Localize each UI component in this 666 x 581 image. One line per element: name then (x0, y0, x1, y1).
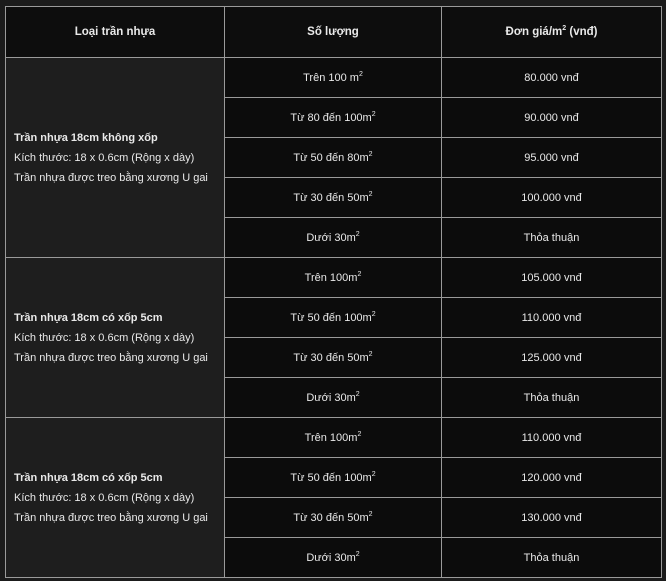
group-install: Trần nhựa được treo bằng xương U gai (14, 171, 208, 184)
header-type: Loại trần nhựa (6, 7, 225, 58)
group-name: Trần nhựa 18cm có xốp 5cm (14, 471, 163, 484)
quantity-sup: 2 (355, 390, 360, 398)
group-cell (6, 58, 225, 258)
quantity-sup: 2 (368, 510, 373, 518)
quantity-text: Dưới 30m (306, 551, 356, 564)
quantity-text: Trên 100m (304, 271, 358, 284)
group-cell (6, 258, 225, 418)
price-cell: Thỏa thuận (442, 218, 662, 258)
quantity-cell (225, 458, 442, 498)
quantity-sup: 2 (368, 190, 373, 198)
header-unit-price (442, 7, 662, 58)
group-size: Kích thước: 18 x 0.6cm (Rộng x dày) (14, 151, 195, 164)
quantity-text: Từ 50 đến 100m (290, 311, 372, 324)
quantity-text: Từ 50 đến 80m (293, 151, 369, 164)
quantity-text: Trên 100m (304, 431, 358, 444)
quantity-cell (225, 218, 442, 258)
price-cell: 100.000 vnđ (442, 178, 662, 218)
price-table (5, 6, 662, 578)
price-cell: 90.000 vnđ (442, 98, 662, 138)
price-cell: 110.000 vnđ (442, 298, 662, 338)
quantity-cell (225, 338, 442, 378)
quantity-cell (225, 138, 442, 178)
quantity-text: Từ 30 đến 50m (293, 191, 369, 204)
group-name: Trần nhựa 18cm không xốp (14, 131, 158, 144)
price-cell: 110.000 vnđ (442, 418, 662, 458)
quantity-cell (225, 538, 442, 578)
table-row (6, 58, 662, 98)
quantity-sup: 2 (371, 310, 376, 318)
group-install: Trần nhựa được treo bằng xương U gai (14, 511, 208, 524)
header-unit-price-label: Đơn giá/m (505, 26, 563, 38)
quantity-sup: 2 (371, 470, 376, 478)
group-cell (6, 418, 225, 578)
quantity-text: Dưới 30m (306, 391, 356, 404)
quantity-sup: 2 (357, 430, 362, 438)
quantity-cell (225, 378, 442, 418)
price-cell: 105.000 vnđ (442, 258, 662, 298)
quantity-cell (225, 498, 442, 538)
group-install: Trần nhựa được treo bằng xương U gai (14, 351, 208, 364)
quantity-cell (225, 298, 442, 338)
table-body (6, 58, 662, 578)
quantity-text: Từ 30 đến 50m (293, 511, 369, 524)
header-unit-price-sup: 2 (562, 25, 567, 32)
quantity-text: Từ 30 đến 50m (293, 351, 369, 364)
price-cell: Thỏa thuận (442, 538, 662, 578)
quantity-cell (225, 178, 442, 218)
quantity-text: Từ 80 đến 100m (290, 111, 372, 124)
quantity-sup: 2 (368, 350, 373, 358)
header-unit-price-unit: (vnđ) (566, 26, 598, 38)
header-row (6, 7, 662, 58)
table-header (6, 7, 662, 58)
group-size: Kích thước: 18 x 0.6cm (Rộng x dày) (14, 331, 195, 344)
quantity-sup: 2 (368, 150, 373, 158)
price-cell: 125.000 vnđ (442, 338, 662, 378)
quantity-text: Từ 50 đến 100m (290, 471, 372, 484)
quantity-cell (225, 58, 442, 98)
table-row (6, 418, 662, 458)
quantity-text: Trên 100 m (303, 71, 359, 84)
group-name: Trần nhựa 18cm có xốp 5cm (14, 311, 163, 324)
price-cell: 95.000 vnđ (442, 138, 662, 178)
quantity-cell (225, 98, 442, 138)
quantity-cell (225, 418, 442, 458)
quantity-text: Dưới 30m (306, 231, 356, 244)
quantity-sup: 2 (357, 270, 362, 278)
group-size: Kích thước: 18 x 0.6cm (Rộng x dày) (14, 491, 195, 504)
price-cell: 120.000 vnđ (442, 458, 662, 498)
price-cell: 130.000 vnđ (442, 498, 662, 538)
quantity-sup: 2 (371, 110, 376, 118)
price-cell: 80.000 vnđ (442, 58, 662, 98)
quantity-cell (225, 258, 442, 298)
price-cell: Thỏa thuận (442, 378, 662, 418)
table-row (6, 258, 662, 298)
quantity-sup: 2 (355, 550, 360, 558)
quantity-sup: 2 (355, 230, 360, 238)
header-quantity: Số lượng (225, 7, 442, 58)
quantity-sup: 2 (358, 70, 363, 78)
